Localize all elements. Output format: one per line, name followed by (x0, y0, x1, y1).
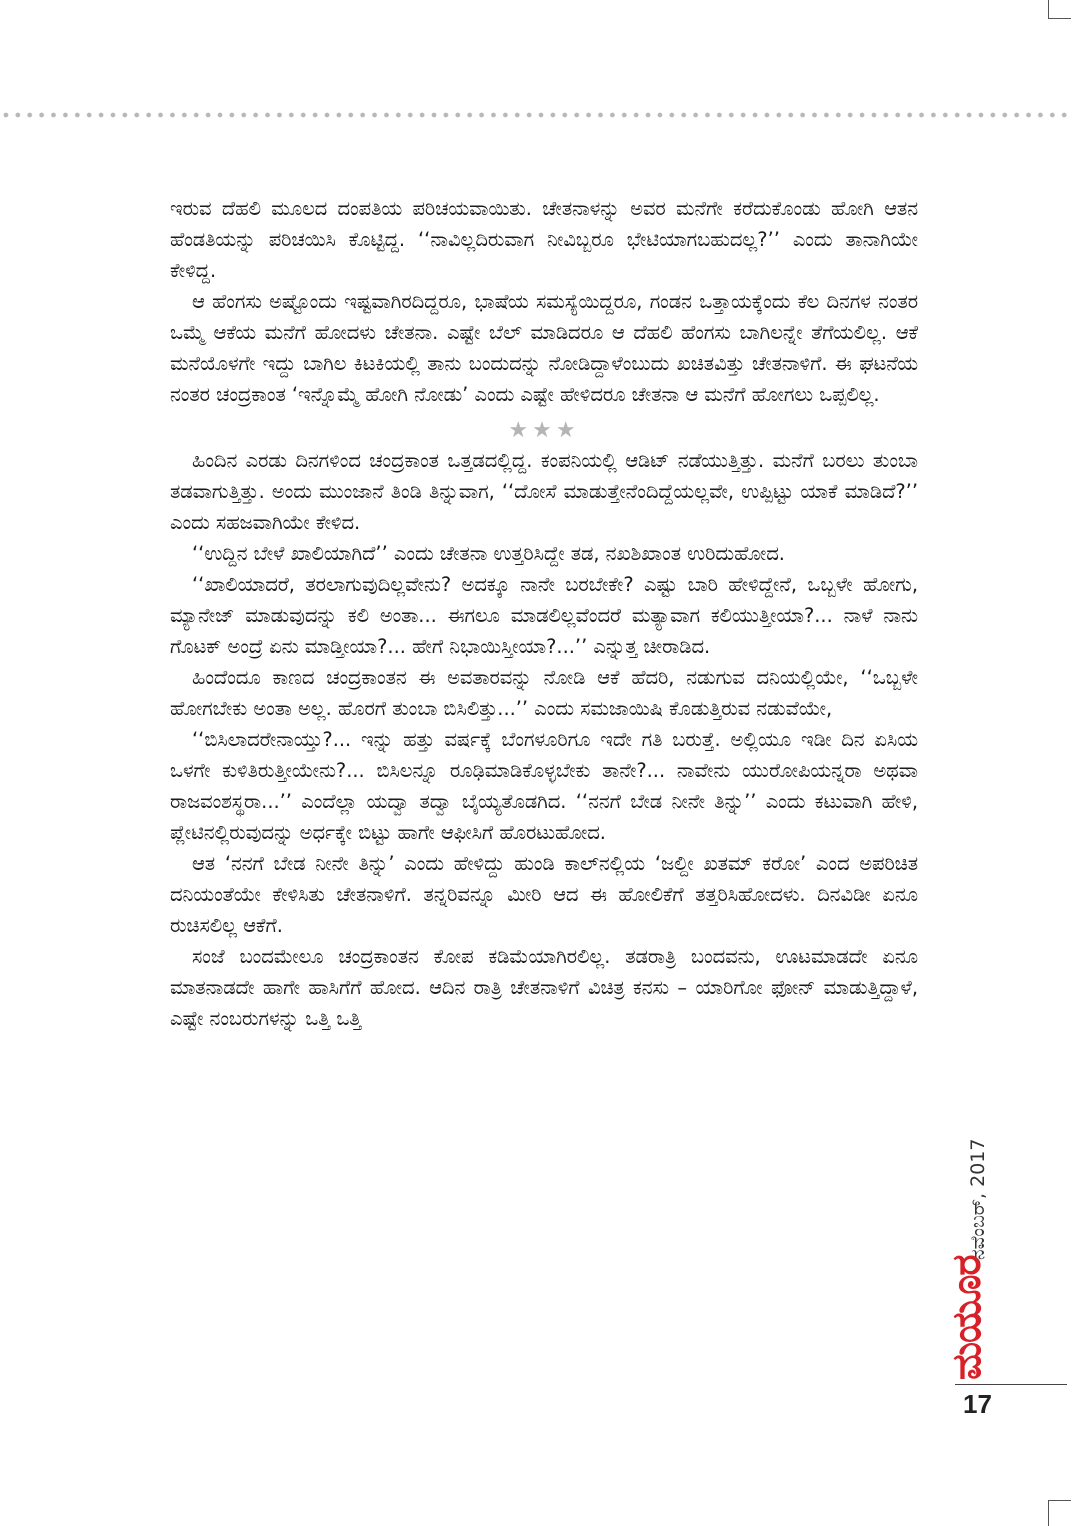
paragraph: ಆತ ‘ನನಗೆ ಬೇಡ ನೀನೇ ತಿನ್ನು’ ಎಂದು ಹೇಳಿದ್ದು ಹುಂಡಿ ಕಾಲ್‌ನಲ್ಲಿಯ ‘ಜಲ್ದೀ ಖತಮ್ ಕರೋ’ ಎಂದ ಅಪರಿಚಿತ ದನಿಯಂತೆಯೇ ಕೇಳಿಸಿತು ಚೇತನಾಳಿಗೆ. ತನ್ನರಿವನ್ನೂ ಮೀರಿ ಆದ ಈ ಹೋಲಿಕೆಗೆ ತತ್ತರಿಸಿಹೋದಳು. ದಿನವಿಡೀ ಏನೂ ರುಚಿಸಲಿಲ್ಲ ಆಕೆಗೆ. (170, 852, 918, 937)
folio-rule (955, 1384, 1067, 1385)
paragraph: ಹಿಂದಿನ ಎರಡು ದಿನಗಳಿಂದ ಚಂದ್ರಕಾಂತ ಒತ್ತಡದಲ್ಲಿದ್ದ. ಕಂಪನಿಯಲ್ಲಿ ಆಡಿಟ್ ನಡೆಯುತ್ತಿತ್ತು. ಮನೆಗೆ ಬರಲು ತುಂಬಾ ತಡವಾಗುತ್ತಿತ್ತು. ಅಂದು ಮುಂಜಾನೆ ತಿಂಡಿ ತಿನ್ನುವಾಗ, ‘‘ದೋಸೆ ಮಾಡುತ್ತೇನೆಂದಿದ್ದೆಯಲ್ಲವೇ, ಉಪ್ಪಿಟ್ಟು ಯಾಕೆ ಮಾಡಿದೆ?’’ ಎಂದು ಸಹಜವಾಗಿಯೇ ಕೇಳಿದ. (170, 449, 918, 534)
paragraph: ಆ ಹೆಂಗಸು ಅಷ್ಟೊಂದು ಇಷ್ಟವಾಗಿರದಿದ್ದರೂ, ಭಾಷೆಯ ಸಮಸ್ಯೆಯಿದ್ದರೂ, ಗಂಡನ ಒತ್ತಾಯಕ್ಕೆಂದು ಕೆಲ ದಿನಗಳ ನಂತರ ಒಮ್ಮೆ ಆಕೆಯ ಮನೆಗೆ ಹೋದಳು ಚೇತನಾ. ಎಷ್ಟೇ ಬೆಲ್ ಮಾಡಿದರೂ ಆ ದೆಹಲಿ ಹೆಂಗಸು ಬಾಗಿಲನ್ನೇ ತೆಗೆಯಲಿಲ್ಲ. ಆಕೆ ಮನೆಯೊಳಗೇ ಇದ್ದು ಬಾಗಿಲ ಕಿಟಕಿಯಲ್ಲಿ ತಾನು ಬಂದುದನ್ನು ನೋಡಿದ್ದಾಳೆಂಬುದು ಖಚಿತವಿತ್ತು ಚೇತನಾಳಿಗೆ. ಈ ಘಟನೆಯ ನಂತರ ಚಂದ್ರಕಾಂತ ‘ಇನ್ನೊಮ್ಮೆ ಹೋಗಿ ನೋಡು’ ಎಂದು ಎಷ್ಟೇ ಹೇಳಿದರೂ ಚೇತನಾ ಆ ಮನೆಗೆ ಹೋಗಲು ಒಪ್ಪಲಿಲ್ಲ. (170, 290, 918, 406)
article-body (170, 193, 918, 1034)
magazine-logo: ಮಯೂರ (944, 1255, 990, 1380)
paragraph: ಹಿಂದೆಂದೂ ಕಾಣದ ಚಂದ್ರಕಾಂತನ ಈ ಅವತಾರವನ್ನು ನೋಡಿ ಆಕೆ ಹೆದರಿ, ನಡುಗುವ ದನಿಯಲ್ಲಿಯೇ, ‘‘ಒಬ್ಬಳೇ ಹೋಗಬೇಕು ಅಂತಾ ಅಲ್ಲ. ಹೊರಗೆ ತುಂಬಾ ಬಿಸಿಲಿತ್ತು...’’ ಎಂದು ಸಮಜಾಯಿಷಿ ಕೊಡುತ್ತಿರುವ ನಡುವೆಯೇ, (170, 666, 918, 720)
paragraph: ‘‘ಉದ್ದಿನ ಬೇಳೆ ಖಾಲಿಯಾಗಿದೆ’’ ಎಂದು ಚೇತನಾ ಉತ್ತರಿಸಿದ್ದೇ ತಡ, ನಖಶಿಖಾಂತ ಉರಿದುಹೋದ. (192, 542, 785, 565)
paragraph: ‘‘ಖಾಲಿಯಾದರೆ, ತರಲಾಗುವುದಿಲ್ಲವೇನು? ಅದಕ್ಕೂ ನಾನೇ ಬರಬೇಕೇ? ಎಷ್ಟು ಬಾರಿ ಹೇಳಿದ್ದೇನೆ, ಒಬ್ಬಳೇ ಹೋಗು, ಮ್ಯಾನೇಜ್ ಮಾಡುವುದನ್ನು ಕಲಿ ಅಂತಾ... ಈಗಲೂ ಮಾಡಲಿಲ್ಲವೆಂದರೆ ಮತ್ಯಾವಾಗ ಕಲಿಯುತ್ತೀಯಾ?... ನಾಳೆ ನಾನು ಗೊಟಕ್ ಅಂದ್ರೆ ಏನು ಮಾಡ್ತೀಯಾ?... ಹೇಗೆ ನಿಭಾಯಿಸ್ತೀಯಾ?...’’ ಎನ್ನುತ್ತ ಚೀರಾಡಿದ. (170, 573, 918, 658)
dotted-header-rule (0, 111, 1072, 119)
crop-mark-top (1048, 0, 1071, 19)
issue-date: ನವೆಂಬರ್, 2017 (967, 1138, 989, 1260)
paragraph: ಇರುವ ದೆಹಲಿ ಮೂಲದ ದಂಪತಿಯ ಪರಿಚಯವಾಯಿತು. ಚೇತನಾಳನ್ನು ಅವರ ಮನೆಗೇ ಕರೆದುಕೊಂಡು ಹೋಗಿ ಆತನ ಹೆಂಡತಿಯನ್ನು ಪರಿಚಯಿಸಿ ಕೊಟ್ಟಿದ್ದ. ‘‘ನಾವಿಲ್ಲದಿರುವಾಗ ನೀವಿಬ್ಬರೂ ಭೇಟಿಯಾಗಬಹುದಲ್ಲ?’’ ಎಂದು ತಾನಾಗಿಯೇ ಕೇಳಿದ್ದ. (170, 197, 918, 282)
paragraph: ‘‘ಬಿಸಿಲಾದರೇನಾಯ್ತು?... ಇನ್ನು ಹತ್ತು ವರ್ಷಕ್ಕೆ ಬೆಂಗಳೂರಿಗೂ ಇದೇ ಗತಿ ಬರುತ್ತೆ. ಅಲ್ಲಿಯೂ ಇಡೀ ದಿನ ಏಸಿಯ ಒಳಗೇ ಕುಳಿತಿರುತ್ತೀಯೇನು?... ಬಿಸಿಲನ್ನೂ ರೂಢಿಮಾಡಿಕೊಳ್ಳಬೇಕು ತಾನೇ?... ನಾವೇನು ಯುರೋಪಿಯನ್ನರಾ ಅಥವಾ ರಾಜವಂಶಸ್ಥರಾ...’’ ಎಂದೆಲ್ಲಾ ಯದ್ವಾ ತದ್ವಾ ಬೈಯ್ಯತೊಡಗಿದ. ‘‘ನನಗೆ ಬೇಡ ನೀನೇ ತಿನ್ನು’’ ಎಂದು ಕಟುವಾಗಿ ಹೇಳಿ, ಪ್ಲೇಟಿನಲ್ಲಿರುವುದನ್ನು ಅರ್ಧಕ್ಕೇ ಬಿಟ್ಟು ಹಾಗೇ ಆಫೀಸಿಗೆ ಹೊರಟುಹೋದ. (170, 728, 918, 844)
magazine-sidebar (940, 1090, 1020, 1380)
page-number: 17 (963, 1389, 992, 1419)
section-separator-stars: ★★★ (508, 418, 580, 443)
crop-mark-bottom (1048, 1500, 1071, 1526)
paragraph: ಸಂಜೆ ಬಂದಮೇಲೂ ಚಂದ್ರಕಾಂತನ ಕೋಪ ಕಡಿಮೆಯಾಗಿರಲಿಲ್ಲ. ತಡರಾತ್ರಿ ಬಂದವನು, ಊಟಮಾಡದೇ ಏನೂ ಮಾತನಾಡದೇ ಹಾಗೇ ಹಾಸಿಗೆಗೆ ಹೋದ. ಆದಿನ ರಾತ್ರಿ ಚೇತನಾಳಿಗೆ ವಿಚಿತ್ರ ಕನಸು – ಯಾರಿಗೋ ಫೋನ್ ಮಾಡುತ್ತಿದ್ದಾಳೆ, ಎಷ್ಟೇ ನಂಬರುಗಳನ್ನು ಒತ್ತಿ ಒತ್ತಿ (170, 945, 918, 1030)
